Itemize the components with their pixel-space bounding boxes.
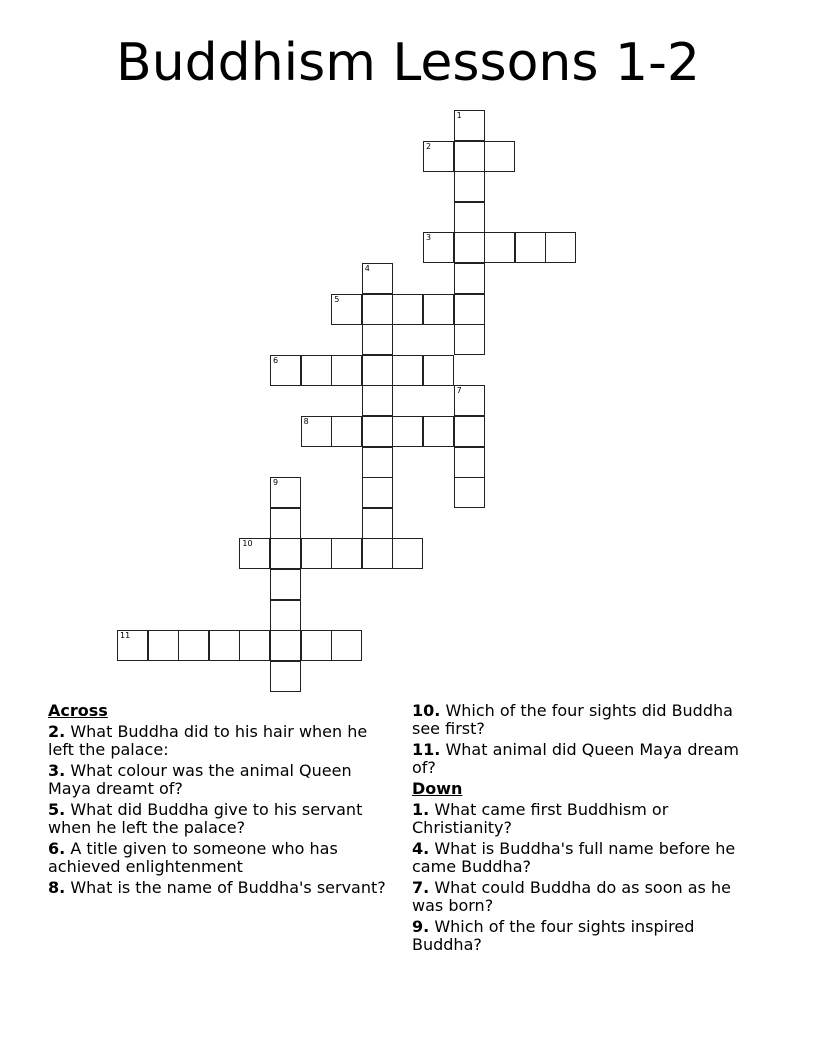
clue-number: 7 — [456, 386, 462, 396]
grid-cell[interactable] — [362, 324, 393, 355]
grid-cell[interactable] — [239, 630, 270, 661]
grid-cell[interactable] — [331, 538, 362, 569]
clue-number: 3 — [426, 233, 432, 243]
clue-across-3: 3. What colour was the animal Queen Maya dreamt of? — [48, 761, 352, 798]
grid-cell[interactable] — [484, 141, 515, 172]
puzzle-title: Buddhism Lessons 1-2 — [116, 33, 700, 93]
grid-cell[interactable] — [331, 294, 362, 325]
grid-cell[interactable] — [454, 477, 485, 508]
grid-cell[interactable] — [301, 538, 332, 569]
across-heading: Across — [48, 701, 108, 720]
grid-cell[interactable] — [362, 508, 393, 539]
clue-across-2: 2. What Buddha did to his hair when he left the palace: — [48, 722, 368, 759]
grid-cell[interactable] — [423, 294, 454, 325]
clue-number: 9 — [273, 478, 279, 488]
clue-across-10: 10. Which of the four sights did Buddha see first? — [412, 701, 733, 738]
grid-cell[interactable] — [270, 630, 301, 661]
grid-cell[interactable] — [454, 232, 485, 263]
clue-number: 4 — [364, 264, 370, 273]
clue-number: 8 — [303, 417, 309, 426]
clue-across-6: 6. A title given to someone who has achieved enlightenment — [48, 839, 338, 876]
grid-cell[interactable] — [392, 294, 423, 325]
clue-number: 1 — [456, 111, 462, 120]
grid-cell[interactable] — [392, 355, 423, 386]
grid-cell[interactable] — [178, 630, 209, 661]
grid-cell[interactable] — [484, 232, 515, 263]
grid-cell[interactable] — [270, 538, 301, 569]
grid-cell[interactable] — [331, 355, 362, 386]
grid-cell[interactable] — [454, 447, 485, 478]
grid-cell[interactable] — [362, 538, 393, 569]
grid-cell[interactable] — [239, 538, 270, 569]
clues-left-column — [48, 702, 393, 900]
grid-cell[interactable] — [331, 416, 362, 447]
grid-cell[interactable] — [454, 171, 485, 202]
grid-cell[interactable] — [301, 416, 332, 447]
grid-cell[interactable] — [331, 630, 362, 661]
grid-cell[interactable] — [392, 538, 423, 569]
clue-down-1: 1. What came first Buddhism or Christianity? — [412, 800, 669, 837]
grid-cell[interactable] — [423, 416, 454, 447]
grid-cell[interactable] — [270, 569, 301, 600]
grid-cell[interactable] — [423, 141, 454, 172]
grid-cell[interactable] — [117, 630, 148, 661]
clue-down-7: 7. What could Buddha do as soon as he was born? — [412, 878, 731, 915]
clues-right-column — [412, 702, 762, 957]
grid-cell[interactable] — [362, 263, 393, 294]
grid-cell[interactable] — [454, 324, 485, 355]
grid-cell[interactable] — [454, 141, 485, 172]
grid-cell[interactable] — [362, 416, 393, 447]
grid-cell[interactable] — [454, 416, 485, 447]
grid-cell[interactable] — [392, 416, 423, 447]
grid-cell[interactable] — [362, 477, 393, 508]
grid-cell[interactable] — [148, 630, 179, 661]
grid-cell[interactable] — [454, 385, 485, 416]
grid-cell[interactable] — [423, 355, 454, 386]
grid-cell[interactable] — [454, 294, 485, 325]
grid-cell[interactable] — [362, 355, 393, 386]
grid-cell[interactable] — [454, 263, 485, 294]
down-heading: Down — [412, 779, 463, 798]
clue-number: 6 — [273, 355, 279, 365]
grid-cell[interactable] — [362, 294, 393, 325]
clue-number: 2 — [426, 141, 432, 151]
grid-cell[interactable] — [454, 202, 485, 233]
grid-cell[interactable] — [454, 110, 485, 141]
grid-cell[interactable] — [270, 661, 301, 692]
grid-cell[interactable] — [515, 232, 546, 263]
clue-across-8: 8. What is the name of Buddha's servant? — [48, 878, 386, 897]
grid-cell[interactable] — [270, 600, 301, 631]
clue-across-11: 11. What animal did Queen Maya dream of? — [412, 740, 739, 777]
clue-down-9: 9. Which of the four sights inspired Buddha? — [412, 917, 695, 954]
grid-cell[interactable] — [209, 630, 240, 661]
clue-down-4: 4. What is Buddha's full name before he came Buddha? — [412, 839, 736, 876]
grid-cell[interactable] — [362, 385, 393, 416]
grid-cell[interactable] — [362, 447, 393, 478]
clue-number: 11 — [120, 631, 131, 641]
grid-cell[interactable] — [270, 477, 301, 508]
grid-cell[interactable] — [270, 508, 301, 539]
grid-cell[interactable] — [545, 232, 576, 263]
grid-cell[interactable] — [423, 232, 454, 263]
clue-across-5: 5. What did Buddha give to his servant when he left the palace? — [48, 800, 363, 837]
clue-number: 10 — [242, 539, 253, 549]
grid-cell[interactable] — [301, 630, 332, 661]
grid-cell[interactable] — [301, 355, 332, 386]
clue-number: 5 — [334, 294, 340, 304]
grid-cell[interactable] — [270, 355, 301, 386]
